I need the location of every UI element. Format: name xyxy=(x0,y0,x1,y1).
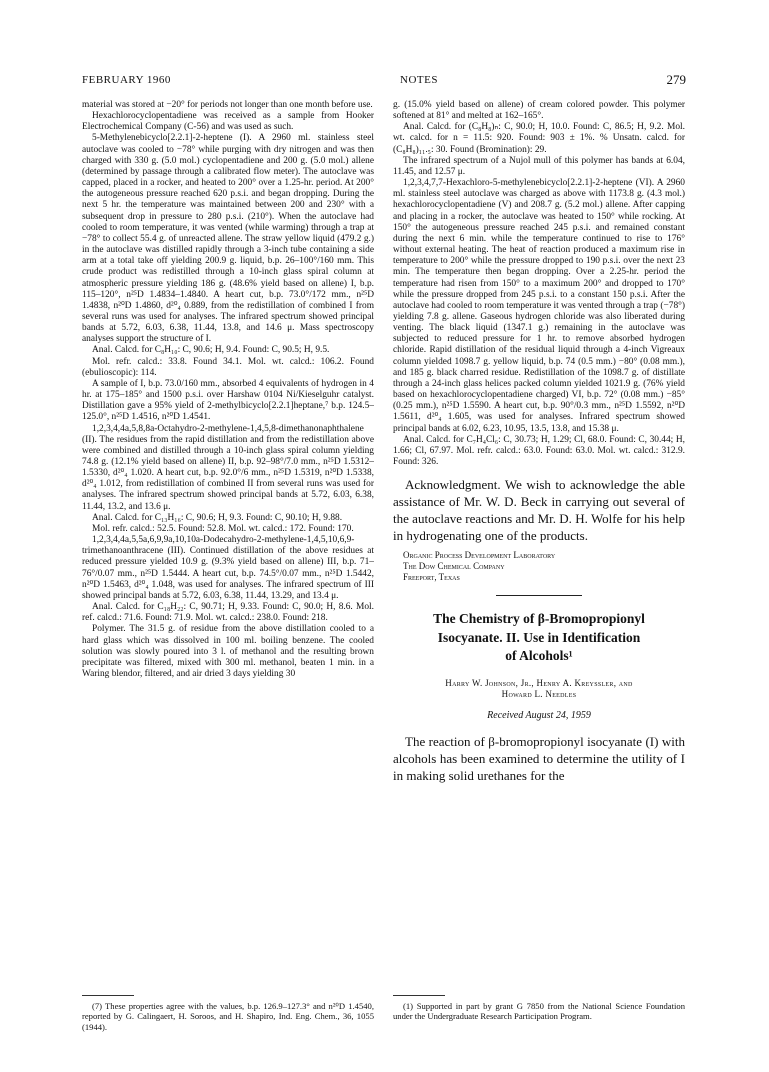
paragraph: The infrared spectrum of a Nujol mull of this polymer has bands at 6.04, 11.45, and 12.57 μ. xyxy=(393,155,685,177)
analysis-line: Anal. Calcd. for (C₈H₈)ₙ: C, 90.0; H, 10.0. Found: C, 86.5; H, 9.2. Mol. wt. calcd. for n = 11.5: 920. Found: 903 ± 1%. % Unsatn. calcd. for (C₈H₈)₁₁.₅: 30. Found (Bromination): 29. xyxy=(393,122,685,155)
affiliation xyxy=(393,550,685,583)
paragraph: A sample of I, b.p. 73.0/160 mm., absorbed 4 equivalents of hydrogen in 4 hr. at 175–185° and 1500 p.s.i. over Harshaw 0104 Ni/Kieselguhr catalyst. Distillation gave a 95% yield of 2-methylbicyclo[2.2.1]heptane,⁷ b.p. 124.5–125.0°, n²⁵D 1.4516, n²⁰D 1.4541. xyxy=(82,378,374,423)
header-date: FEBRUARY 1960 xyxy=(82,74,171,86)
intro-paragraph: The reaction of β-bromopropionyl isocyanate (I) with alcohols has been examined to determine the utility of I in making solid urethanes for the xyxy=(393,733,685,783)
running-header xyxy=(82,74,686,90)
authors-line: Howard L. Needles xyxy=(501,688,577,699)
author-list xyxy=(393,678,685,700)
title-line: Isocyanate. II. Use in Identification xyxy=(437,629,641,645)
paragraph: g. (15.0% yield based on allene) of cream colored powder. This polymer softened at 81° and melted at 162–165°. xyxy=(393,100,685,122)
paragraph: Polymer. The 31.5 g. of residue from the above distillation cooled to a hard glass which was dissolved in 100 ml. boiling benzene. The cooled solution was slowly poured into 3 l. of methanol and the resulting brown precipitate was filtered, mixed with 300 ml. methanol, beaten 1 min. in a Waring blendor, filtered, and air dried 3 days yielding 30 xyxy=(82,624,374,679)
paragraph: 1,2,3,4,4a,5,5a,6,9,9a,10,10a-Dodecahydro-2-methylene-1,4,5,10,6,9-trimethanoanthracene (III). Continued distillation of the above residues at reduced pressure yielded 10.9 g. (9.3% yield based on allene) III, b.p. 71–76°/0.07 mm., n²⁵D 1.5444. A heart cut, b.p. 74.5°/0.07 mm., n²⁵D 1.5442, n²⁰D 1.5463, d²⁰₄ 1.048, was used for analyses. The infrared spectrum of III showed principal bands at 5.72, 6.03, 6.38, 11.44, 13.29, and 13.4 μ. xyxy=(82,535,374,601)
paragraph: material was stored at −20° for periods not longer than one month before use. xyxy=(82,100,373,110)
paragraph: Hexachlorocyclopentadiene was received as a sample from Hooker Electrochemical Company (C-56) and was used as such. xyxy=(82,111,374,133)
left-column xyxy=(82,100,374,680)
analysis-line: Anal. Calcd. for C₁₃H₁₆: C, 90.6; H, 9.3. Found: C, 90.10; H, 9.88. xyxy=(92,512,343,523)
affiliation-line: Freeport, Texas xyxy=(403,572,460,583)
footnote-rule xyxy=(82,995,134,996)
acknowledgment: Acknowledgment. We wish to acknowledge the able assistance of Mr. W. D. Beck in carrying out several of the autoclave reactions and Mr. D. H. Wolfe for his help in hydrogenating one of the products. xyxy=(393,477,685,544)
footnote-right xyxy=(393,1001,685,1022)
acknowledgment-block xyxy=(393,476,685,544)
paragraph: 5-Methylenebicyclo[2.2.1]-2-heptene (I). A 2960 ml. stainless steel autoclave was cooled to −78° while purging with dry nitrogen and was then charged with 330 g. (5.0 mol.) cyclopentadiene and 200 g. (5.0 mol.) allene (determined by passage through a calibrated flow meter). The autoclave was capped, placed in a rocker, and heated to 200° over a 1.25-hr. period. At 200° the autogeneous pressure reached 620 p.s.i. and began dropping. During the next 5 hr. the temperature was maintained between 200 and 230° with a subsequent drop in pressure to 280 p.s.i. (210°). When the autoclave had cooled to room temperature, it was vented (while warming) through a trap at −78° to collect 55.4 g. of unreacted allene. The straw yellow liquid (479.2 g.) in the autoclave was distilled rapidly through a 3-inch tube containing a side arm at a total take off yielding 200.9 g. liquid, b.p. 26–100°/160 mm. This crude product was redistilled through a 10-inch glass spiral column at atmospheric pressure yielding 186 g. (48.6% yield based on allene) I, b.p. 115–120°, n²⁵D 1.4834–1.4840. A heart cut, b.p. 73.0°/172 mm., n²⁵D 1.4838, n²⁰D 1.4860, d²⁰₄ 0.889, from the redistillation of combined I from several runs was used for analyses. The infrared spectrum showed principal bands at 5.72, 6.03, 6.38, 11.44, 13.8, and 14.6 μ. Mass spectroscopy analyses support the structure of I. xyxy=(82,133,374,345)
paragraph: 1,2,3,4,4a,5,8,8a-Octahydro-2-methylene-1,4,5,8-dimethanonaphthalene (II). The residues from the rapid distillation and from the redistillation above were combined and distilled through a 10-inch glass spiral column yielding 74.8 g. (12.1% yield based on allene) II, b.p. 92–98°/7.0 mm., n²⁵D 1.5312–1.5330, d²⁰₄ 1.020. A heart cut, b.p. 92.0°/6 mm., n²⁵D 1.5319, n²⁰D 1.5338, d²⁰₄ 1.012, from redistillation of combined II from several runs was used for analyses. The infrared spectrum showed principal bands at 5.72, 6.03, 6.38, 11.44, 13.2, and 13.6 μ. xyxy=(82,423,374,512)
title-line: of Alcohols¹ xyxy=(505,648,573,664)
affiliation-line: The Dow Chemical Company xyxy=(403,561,505,572)
section-divider xyxy=(496,595,582,596)
analysis-line: Mol. refr. calcd.: 33.8. Found 34.1. Mol. wt. calcd.: 106.2. Found (ebulioscopic): 114. xyxy=(82,356,374,378)
analysis-line: Mol. refr. calcd.: 52.5. Found: 52.8. Mol. wt. calcd.: 172. Found: 170. xyxy=(92,523,354,534)
footnote-text: (7) These properties agree with the values, b.p. 126.9–127.3° and n²⁰D 1.4540, reported by G. Calingaert, H. Soroos, and H. Shapiro, Ind. Eng. Chem., 36, 1055 (1944). xyxy=(82,1001,374,1032)
analysis-line: Anal. Calcd. for C₇H₄Cl₆: C, 30.73; H, 1.29; Cl, 68.0. Found: C, 30.44; H, 1.66; Cl, 67.97. Mol. refr. calcd.: 63.0. Found: 63.0. Mol. wt. calcd.: 312.9. Found: 326. xyxy=(393,434,685,467)
analysis-line: Anal. Calcd. for C₁₈H₂₂: C, 90.71; H, 9.33. Found: C, 90.0; H, 8.6. Mol. ref. calcd.: 71.6. Found: 71.9. Mol. wt. calcd.: 238.0. Found: 218. xyxy=(82,602,374,624)
received-date: Received August 24, 1959 xyxy=(487,709,591,721)
paragraph: 1,2,3,4,7,7-Hexachloro-5-methylenebicyclo[2.2.1]-2-heptene (VI). A 2960 ml. stainless steel autoclave was charged as above with 1173.8 g. (4.3 mol.) hexachlorocyclopentadiene (V) and 208.7 g. (5.2 mol.) allene. After capping and placing in a rocker, the autoclave was heated to 150° while rocking. At 150° the autogeneous pressure reached 245 p.s.i. and remained constant during the next 6 min. while the temperature continued to rise to 176° without external heating. The heat of reaction produced a maximum rise in temperature to 200° while the pressure dropped to 190 p.s.i. over the next 23 min. The temperature then began dropping. Over a 2.25-hr. period the temperature had risen from 150° to a maximum 200° and dropped to 170° while the pressure dropped from 245 p.s.i. to a constant 150 p.s.i. After the autoclave had cooled to room temperature it was vented through a trap (−78°) yielding 7.8 g. allene. Gaseous hydrogen chloride was also liberated during venting. The black liquid (1347.1 g.) remaining in the autoclave was subjected to reduced pressure for 1 hr. to remove absorbed hydrogen chloride. Rapid distillation of the residual liquid through a 4-inch Vigreaux column yielded 1098.7 g. yellow liquid, b.p. 74 (0.5 mm.) −80° (0.08 mm.), and 185 g. black charred residue. Redistillation of the 1098.7 g. of distillate through a 24-inch glass helices packed column yielded 1021.9 g. (76% yield based on hexachlorocyclopentadiene charged) VI, b.p. 72° (0.08 mm.) −85° (0.25 mm.), n²⁵D 1.5590. A heart cut, b.p. 90°/0.3 mm., n²⁵D 1.5592, n²⁰D 1.5611, d²⁰₄ 1.605, was used for analyses. Infrared spectrum showed principal bands at 6.02, 6.23, 10.95, 13.5, 13.8, and 15.38 μ. xyxy=(393,178,685,434)
authors-line: Harry W. Johnson, Jr., Henry A. Kreyssler, and xyxy=(445,677,633,688)
page-number: 279 xyxy=(666,72,686,87)
article-title xyxy=(393,610,685,666)
footnote-rule xyxy=(393,995,445,996)
footnote-text: (1) Supported in part by grant G 7850 from the National Science Foundation under the Undergraduate Research Participation Program. xyxy=(393,1001,685,1022)
analysis-line: Anal. Calcd. for C₈H₁₀: C, 90.6; H, 9.4. Found: C, 90.5; H, 9.5. xyxy=(92,345,330,356)
affiliation-line: Organic Process Development Laboratory xyxy=(403,550,556,561)
header-section: NOTES xyxy=(400,74,438,86)
right-column xyxy=(393,100,685,784)
article-intro xyxy=(393,733,685,784)
footnote-left xyxy=(82,1001,374,1032)
title-line: The Chemistry of β-Bromopropionyl xyxy=(433,611,645,627)
